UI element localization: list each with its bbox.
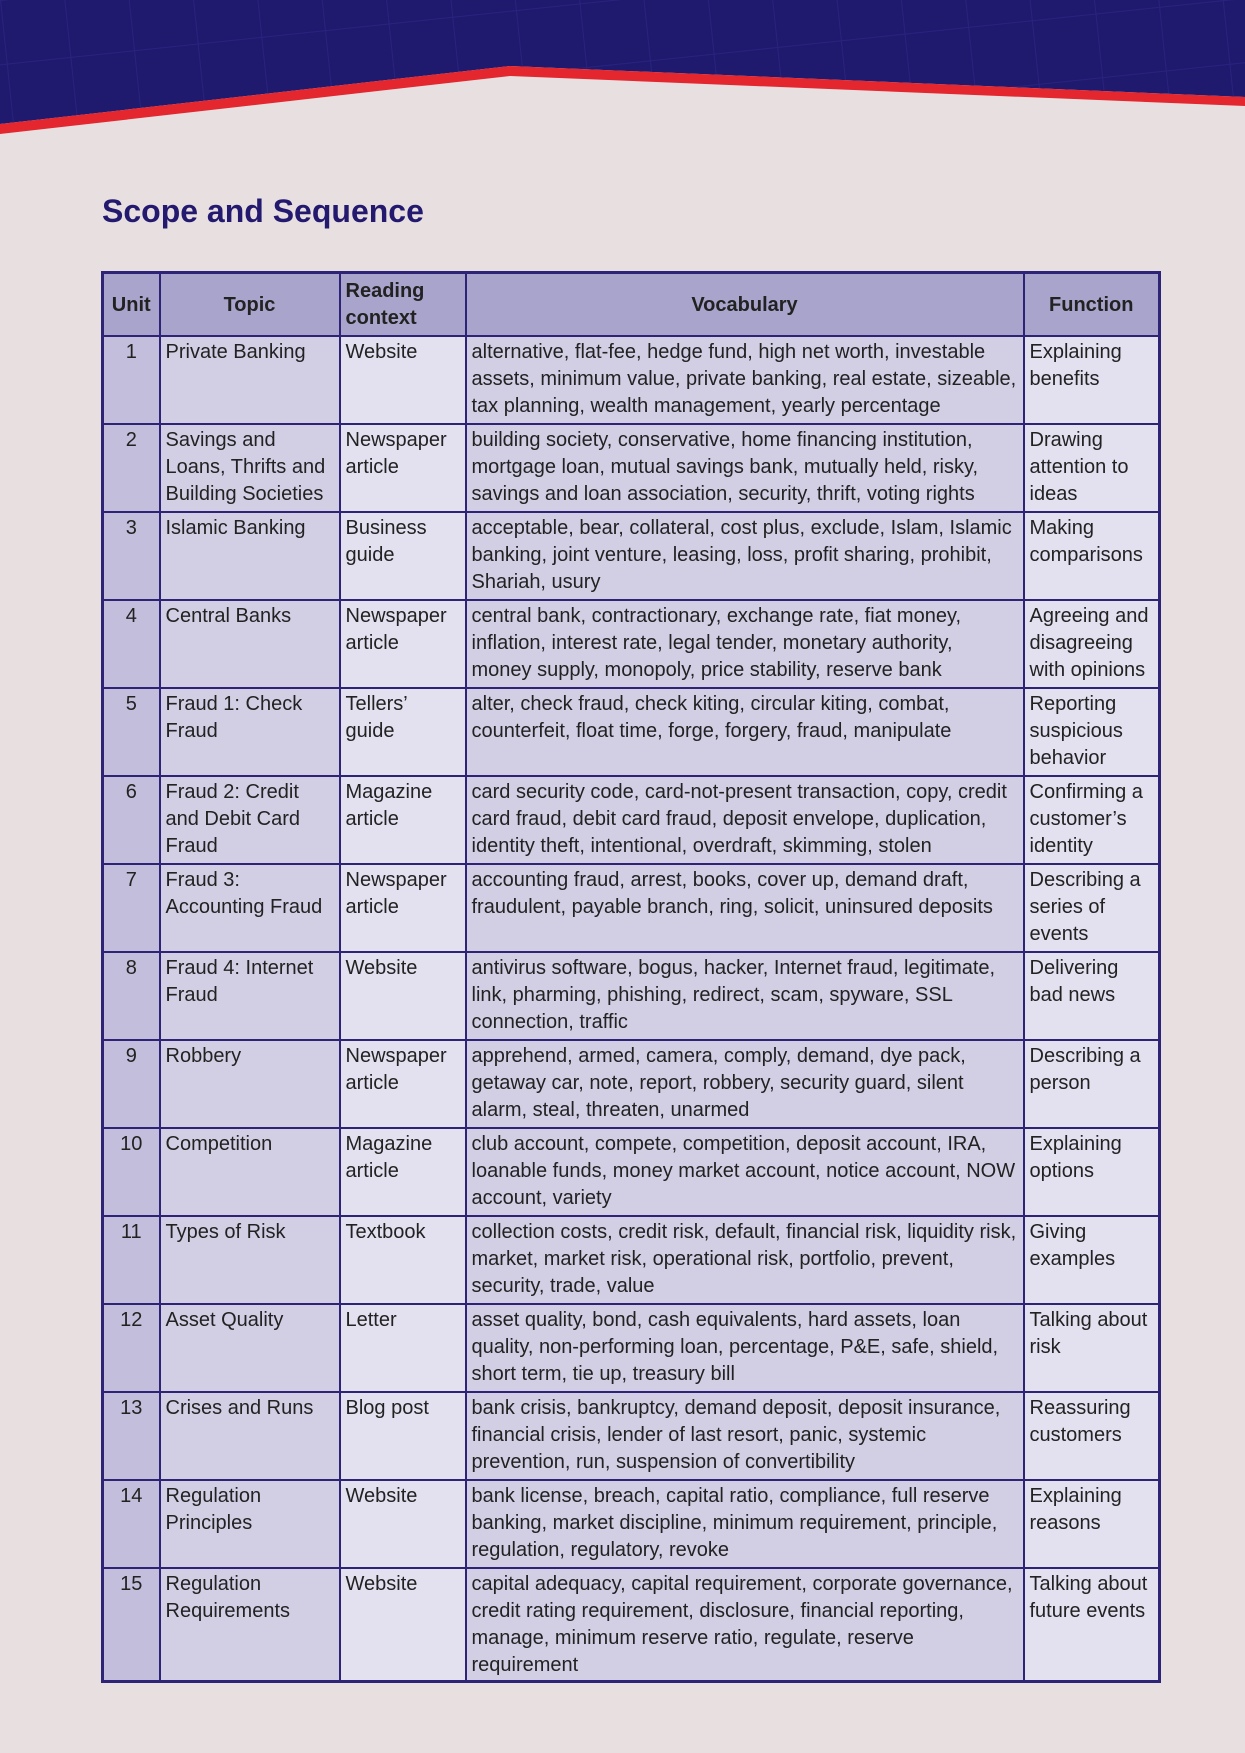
vocabulary-cell: club account, compete, competition, deposit account, IRA, loanable funds, money market account, notice account, NOW account, variety bbox=[466, 1128, 1024, 1216]
unit-cell: 14 bbox=[103, 1480, 160, 1568]
function-cell: Reporting suspicious behavior bbox=[1024, 688, 1160, 776]
topic-cell: Central Banks bbox=[160, 600, 340, 688]
reading-context-cell: Newspaper article bbox=[340, 424, 466, 512]
unit-cell: 11 bbox=[103, 1216, 160, 1304]
unit-cell: 7 bbox=[103, 864, 160, 952]
reading-context-cell: Letter bbox=[340, 1304, 466, 1392]
topic-cell: Private Banking bbox=[160, 336, 340, 424]
table-row bbox=[103, 512, 1160, 600]
function-cell: Confirming a customer’s identity bbox=[1024, 776, 1160, 864]
unit-cell: 2 bbox=[103, 424, 160, 512]
vocabulary-cell: alternative, flat-fee, hedge fund, high net worth, investable assets, minimum value, private banking, real estate, sizeable, tax planning, wealth management, yearly percentage bbox=[466, 336, 1024, 424]
reading-context-cell: Business guide bbox=[340, 512, 466, 600]
table-row bbox=[103, 688, 1160, 776]
table-row bbox=[103, 776, 1160, 864]
table-row bbox=[103, 1040, 1160, 1128]
reading-context-cell: Magazine article bbox=[340, 1128, 466, 1216]
reading-context-cell: Website bbox=[340, 1568, 466, 1682]
function-cell: Reassuring customers bbox=[1024, 1392, 1160, 1480]
topic-cell: Savings and Loans, Thrifts and Building Societies bbox=[160, 424, 340, 512]
topic-cell: Regulation Requirements bbox=[160, 1568, 340, 1682]
topic-cell: Types of Risk bbox=[160, 1216, 340, 1304]
table-row bbox=[103, 1392, 1160, 1480]
table-row bbox=[103, 1480, 1160, 1568]
unit-cell: 1 bbox=[103, 336, 160, 424]
topic-cell: Regulation Principles bbox=[160, 1480, 340, 1568]
topic-cell: Crises and Runs bbox=[160, 1392, 340, 1480]
table-row bbox=[103, 600, 1160, 688]
topic-cell: Competition bbox=[160, 1128, 340, 1216]
function-cell: Making comparisons bbox=[1024, 512, 1160, 600]
vocabulary-cell: accounting fraud, arrest, books, cover up, demand draft, fraudulent, payable branch, ring, solicit, uninsured deposits bbox=[466, 864, 1024, 952]
function-cell: Drawing attention to ideas bbox=[1024, 424, 1160, 512]
topic-cell: Islamic Banking bbox=[160, 512, 340, 600]
topic-cell: Fraud 3: Accounting Fraud bbox=[160, 864, 340, 952]
header-topic: Topic bbox=[160, 273, 340, 337]
function-cell: Giving examples bbox=[1024, 1216, 1160, 1304]
unit-cell: 5 bbox=[103, 688, 160, 776]
header-reading-context: Reading context bbox=[340, 273, 466, 337]
table-row bbox=[103, 1128, 1160, 1216]
function-cell: Describing a series of events bbox=[1024, 864, 1160, 952]
reading-context-cell: Magazine article bbox=[340, 776, 466, 864]
unit-cell: 9 bbox=[103, 1040, 160, 1128]
function-cell: Talking about future events bbox=[1024, 1568, 1160, 1682]
unit-cell: 6 bbox=[103, 776, 160, 864]
header-vocabulary: Vocabulary bbox=[466, 273, 1024, 337]
vocabulary-cell: antivirus software, bogus, hacker, Internet fraud, legitimate, link, pharming, phishing, redirect, scam, spyware, SSL connection, traffic bbox=[466, 952, 1024, 1040]
table-row bbox=[103, 952, 1160, 1040]
reading-context-cell: Website bbox=[340, 952, 466, 1040]
vocabulary-cell: collection costs, credit risk, default, financial risk, liquidity risk, market, market risk, operational risk, portfolio, prevent, security, trade, value bbox=[466, 1216, 1024, 1304]
vocabulary-cell: alter, check fraud, check kiting, circular kiting, combat, counterfeit, float time, forge, forgery, fraud, manipulate bbox=[466, 688, 1024, 776]
reading-context-cell: Newspaper article bbox=[340, 1040, 466, 1128]
unit-cell: 12 bbox=[103, 1304, 160, 1392]
table-header-row bbox=[103, 273, 1160, 337]
table-row bbox=[103, 1216, 1160, 1304]
vocabulary-cell: building society, conservative, home financing institution, mortgage loan, mutual savings bank, mutually held, risky, savings and loan association, security, thrift, voting rights bbox=[466, 424, 1024, 512]
unit-cell: 10 bbox=[103, 1128, 160, 1216]
topic-cell: Robbery bbox=[160, 1040, 340, 1128]
scope-and-sequence-table bbox=[101, 271, 1161, 1683]
table-row bbox=[103, 1568, 1160, 1682]
reading-context-cell: Newspaper article bbox=[340, 600, 466, 688]
function-cell: Agreeing and disagreeing with opinions bbox=[1024, 600, 1160, 688]
unit-cell: 13 bbox=[103, 1392, 160, 1480]
table-body bbox=[103, 336, 1160, 1682]
table-row bbox=[103, 424, 1160, 512]
vocabulary-cell: acceptable, bear, collateral, cost plus, exclude, Islam, Islamic banking, joint venture, leasing, loss, profit sharing, prohibit, Shariah, usury bbox=[466, 512, 1024, 600]
vocabulary-cell: bank license, breach, capital ratio, compliance, full reserve banking, market discipline, minimum requirement, principle, regulation, regulatory, revoke bbox=[466, 1480, 1024, 1568]
table-row bbox=[103, 864, 1160, 952]
function-cell: Explaining benefits bbox=[1024, 336, 1160, 424]
function-cell: Delivering bad news bbox=[1024, 952, 1160, 1040]
reading-context-cell: Newspaper article bbox=[340, 864, 466, 952]
header-unit: Unit bbox=[103, 273, 160, 337]
unit-cell: 4 bbox=[103, 600, 160, 688]
unit-cell: 8 bbox=[103, 952, 160, 1040]
header-function: Function bbox=[1024, 273, 1160, 337]
reading-context-cell: Blog post bbox=[340, 1392, 466, 1480]
topic-cell: Fraud 1: Check Fraud bbox=[160, 688, 340, 776]
function-cell: Explaining reasons bbox=[1024, 1480, 1160, 1568]
table-row bbox=[103, 1304, 1160, 1392]
reading-context-cell: Textbook bbox=[340, 1216, 466, 1304]
topic-cell: Fraud 4: Internet Fraud bbox=[160, 952, 340, 1040]
unit-cell: 15 bbox=[103, 1568, 160, 1682]
function-cell: Explaining options bbox=[1024, 1128, 1160, 1216]
reading-context-cell: Website bbox=[340, 336, 466, 424]
vocabulary-cell: card security code, card-not-present transaction, copy, credit card fraud, debit card fraud, deposit envelope, duplication, identity theft, intentional, overdraft, skimming, stolen bbox=[466, 776, 1024, 864]
header-banner bbox=[0, 0, 1245, 140]
vocabulary-cell: central bank, contractionary, exchange rate, fiat money, inflation, interest rate, legal tender, monetary authority, money supply, monopoly, price stability, reserve bank bbox=[466, 600, 1024, 688]
page-title: Scope and Sequence bbox=[102, 193, 424, 229]
function-cell: Talking about risk bbox=[1024, 1304, 1160, 1392]
vocabulary-cell: capital adequacy, capital requirement, corporate governance, credit rating requirement, disclosure, financial reporting, manage, minimum reserve ratio, regulate, reserve requirement bbox=[466, 1568, 1024, 1682]
table-row bbox=[103, 336, 1160, 424]
vocabulary-cell: apprehend, armed, camera, comply, demand, dye pack, getaway car, note, report, robbery, security guard, silent alarm, steal, threaten, unarmed bbox=[466, 1040, 1024, 1128]
reading-context-cell: Website bbox=[340, 1480, 466, 1568]
unit-cell: 3 bbox=[103, 512, 160, 600]
topic-cell: Fraud 2: Credit and Debit Card Fraud bbox=[160, 776, 340, 864]
topic-cell: Asset Quality bbox=[160, 1304, 340, 1392]
function-cell: Describing a person bbox=[1024, 1040, 1160, 1128]
vocabulary-cell: bank crisis, bankruptcy, demand deposit, deposit insurance, financial crisis, lender of last resort, panic, systemic prevention, run, suspension of convertibility bbox=[466, 1392, 1024, 1480]
reading-context-cell: Tellers’ guide bbox=[340, 688, 466, 776]
vocabulary-cell: asset quality, bond, cash equivalents, hard assets, loan quality, non-performing loan, percentage, P&E, safe, shield, short term, tie up, treasury bill bbox=[466, 1304, 1024, 1392]
